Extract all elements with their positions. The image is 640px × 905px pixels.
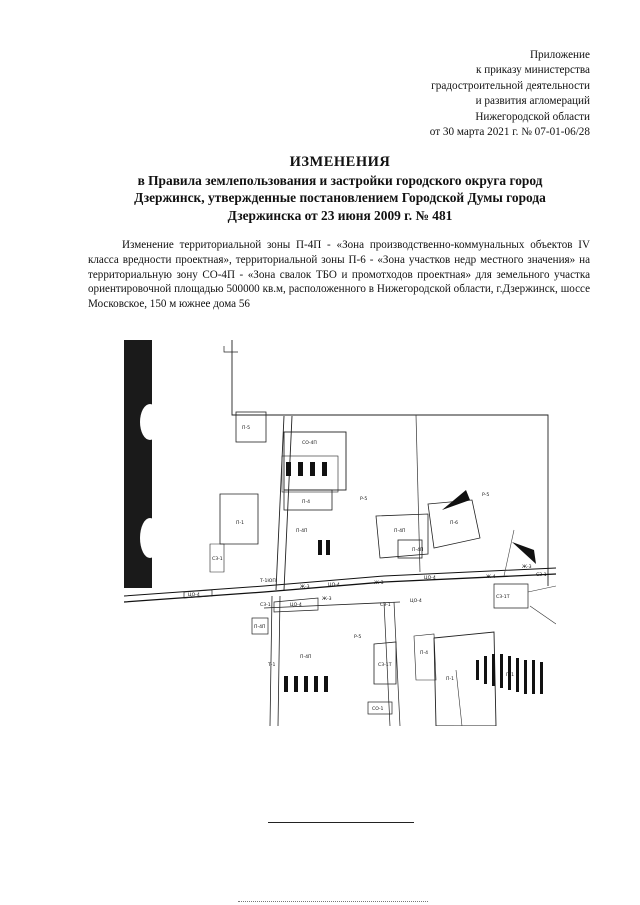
map-label: СЗ-1: [380, 603, 391, 608]
appendix-line: к приказу министерства: [475, 64, 590, 77]
map-label: ЦО-4: [188, 593, 200, 598]
map-label: П-4П: [412, 548, 424, 553]
map-label: Ж-3: [322, 597, 332, 602]
map-label: Т-1ЮП: [260, 579, 276, 584]
map-line: [454, 670, 464, 726]
map-label: П-4П: [394, 529, 406, 534]
map-label: П-4П: [296, 529, 308, 534]
appendix-block: [430, 48, 590, 140]
map-label: П-4П: [254, 625, 266, 630]
map-label: Ж-3: [522, 565, 532, 570]
map-hatch: [512, 542, 536, 564]
zoning-map: [124, 340, 556, 726]
map-line: [528, 586, 556, 624]
map-label: П-4: [420, 651, 429, 656]
map-label: П-6: [450, 521, 459, 526]
map-hatch-group: [286, 462, 327, 476]
map-label: П-4П: [300, 655, 312, 660]
map-label: СЗ-1: [536, 573, 547, 578]
map-label: ЦО-4: [290, 603, 302, 608]
map-label: Р-5: [360, 497, 368, 502]
map-label: СО-1: [372, 707, 384, 712]
map-blob: [140, 518, 160, 558]
map-label: ЦО-4: [410, 599, 422, 604]
bottom-rule: [268, 822, 414, 823]
map-label: П-1: [506, 673, 515, 678]
map-parcel: [236, 412, 266, 442]
map-label: Р-5: [354, 635, 362, 640]
heading-line: в Правила землепользования и застройки городского округа город: [137, 172, 543, 188]
map-label: СЗ-1Т: [496, 595, 510, 600]
map-label: ЦО-4: [424, 576, 436, 581]
map-boundary: [224, 346, 238, 352]
map-hatch-group: [284, 676, 328, 692]
map-label: Ж-3: [300, 585, 310, 590]
document-title: ИЗМЕНЕНИЯ: [289, 154, 391, 170]
appendix-line: и развития агломераций: [475, 95, 590, 108]
map-line: [504, 530, 514, 576]
map-boundary: [232, 340, 548, 586]
map-label: П-1: [236, 521, 245, 526]
appendix-line: Нижегородской области: [475, 110, 590, 123]
heading-line: Дзержинска от 23 июня 2009 г. № 481: [227, 207, 453, 223]
map-label: Ж-3: [374, 581, 384, 586]
document-heading: [90, 154, 590, 224]
map-vertical-road: [270, 596, 280, 726]
map-label: Р-5: [482, 493, 490, 498]
appendix-line: градостроительной деятельности: [431, 79, 590, 92]
map-label: П-1: [446, 677, 455, 682]
map-hatch-group: [318, 540, 330, 555]
map-label: Ж-4: [486, 575, 496, 580]
map-parcel: [414, 634, 436, 680]
map-label: СЗ-1: [212, 557, 223, 562]
map-parcel-p1: [220, 494, 258, 544]
map-label: СЗ-1Т: [378, 663, 392, 668]
appendix-line: от 30 марта 2021 г. № 07-01-06/28: [429, 126, 590, 139]
map-label: СЗ-1: [260, 603, 271, 608]
appendix-line: Приложение: [529, 49, 590, 61]
map-hatch: [442, 490, 470, 510]
map-label: Т-1: [268, 663, 276, 668]
map-label: ЦО-4: [328, 583, 340, 588]
body-text: [88, 238, 590, 312]
change-description: Изменение территориальной зоны П-4П - «Зона производственно-коммунальных объектов IV класса вредности проектная», территориальной зоны П-6 - «Зона участков недр местного значения» на территориальную зону СО-4П - «Зона свалок ТБО и промотходов проектная» для земельного участка ориентировочной площадью 500000 кв.м, расположенного в Нижегородской области, г.Дзержинск, шоссе Московское, 150 м южнее дома 56: [88, 239, 590, 311]
map-label: П-4: [302, 500, 311, 505]
heading-line: Дзержинск, утвержденные постановлением Городской Думы города: [134, 190, 546, 205]
map-label: П-5: [242, 426, 251, 431]
map-label: СО-4П: [302, 441, 317, 446]
map-blob: [140, 404, 160, 440]
zoning-map-drawing: [124, 340, 556, 726]
footer-rule: [238, 901, 428, 902]
